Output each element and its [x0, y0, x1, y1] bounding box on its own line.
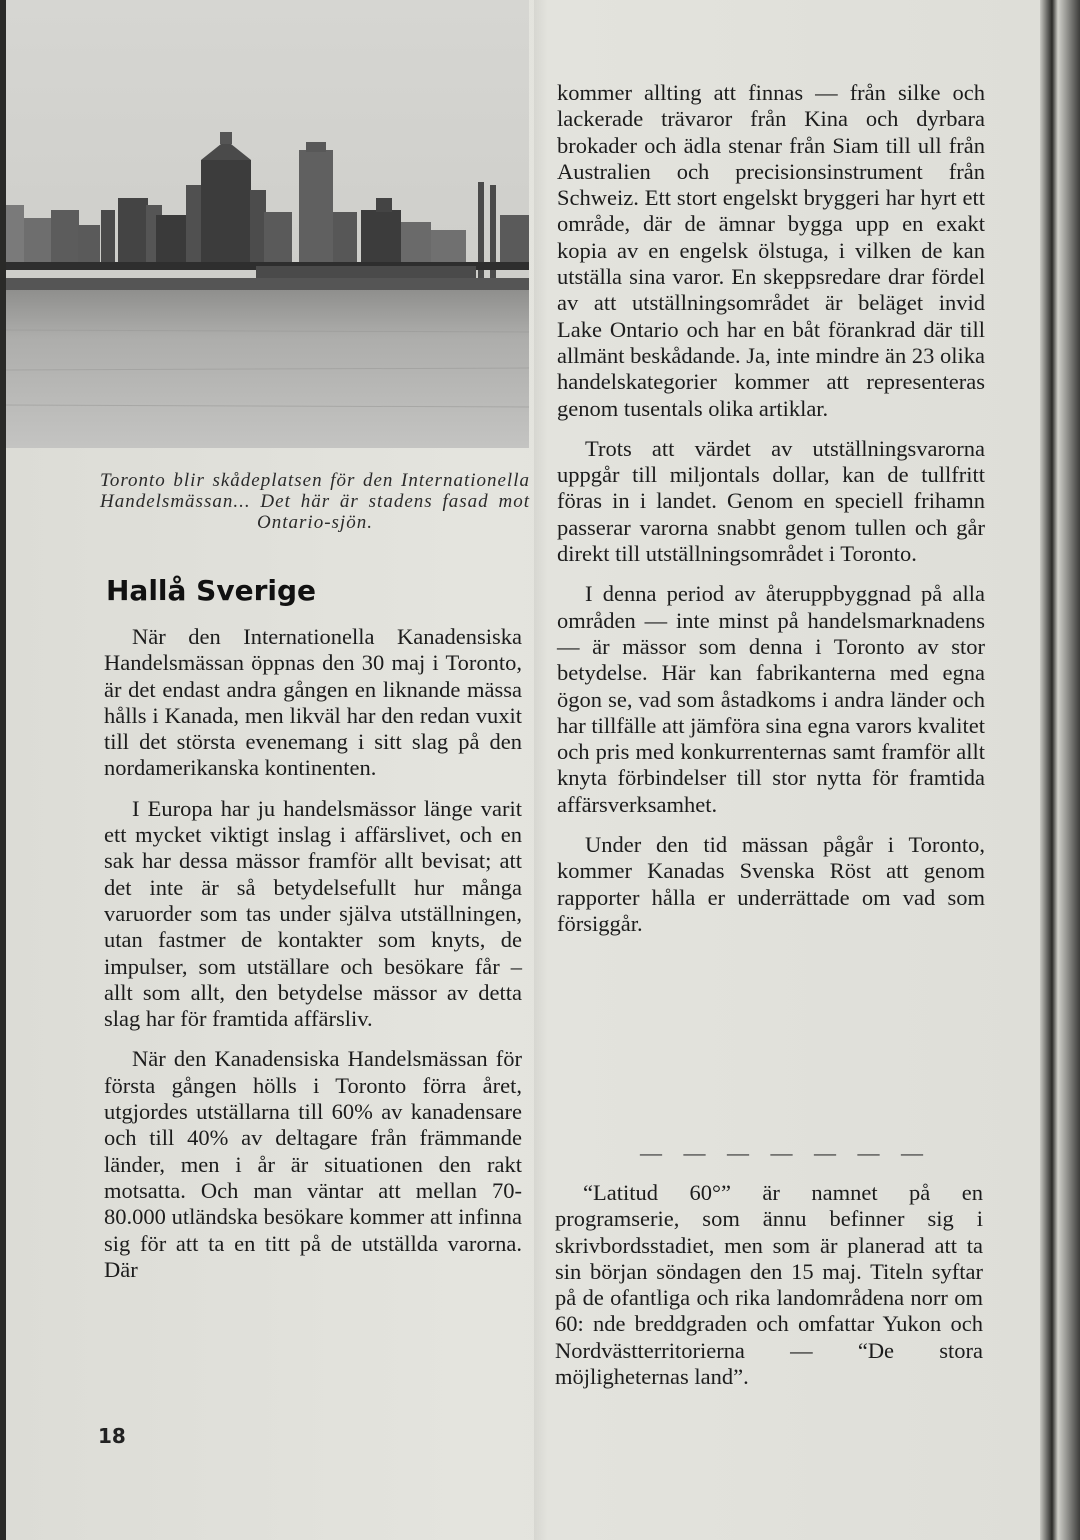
paragraph: Under den tid mässan pågår i Toronto, kommer Kanadas Svenska Röst att genom rapporter hålla er underrättade om vad som försiggår.: [557, 832, 985, 936]
page-right-edge: [1040, 0, 1080, 1540]
section-separator: — — — — — — —: [640, 1140, 931, 1165]
toronto-skyline-photo: [6, 0, 529, 448]
paragraph: När den Kanadensiska Handelsmässan för första gången hölls i Toronto förra året, utgjordes utställarna till 60% av kanadensare och till 40% av deltagare från främmande länder, men i år är situationen den rakt motsatta. Och man väntar att mellan 70-80.000 utländska besökare kommer att infinna sig för att ta en titt på de utställda varorna. Där: [104, 1046, 522, 1282]
closing-section: [555, 1180, 983, 1390]
paragraph: “Latitud 60°” är namnet på en programserie, som ännu befinner sig i skrivbordsstadiet, men som är planerad att ta sin början söndagen den 15 maj. Titeln syftar på de ofantliga och rika landområdena norr om 60: nde breddgraden och omfattar Yukon och Nordvästterritorierna — “De stora möjligheternas land”.: [555, 1180, 983, 1390]
page-number: 18: [98, 1424, 126, 1448]
left-column: [104, 624, 522, 1283]
gutter-shadow: [534, 0, 548, 1540]
paragraph: I denna period av återuppbyggnad på alla områden — inte minst på handelsmarknadens — är mässor som denna i Toronto av stor betydelse. Här kan fabrikanterna med egna ögon se, vad som åstadkoms i andra länder och har tillfälle att jämföra sina egna varors kvalitet och pris med konkurrenternas samt framför allt knyta förbindelser till stor nytta för framtida affärsverksamhet.: [557, 581, 985, 817]
paragraph: kommer allting att finnas — från silke och lackerade trävaror från Kina och dyrbara brokader och ädla stenar från Siam till ull från Australien och precisionsinstrument från Schweiz. Ett stort engelskt bryggeri har hyrt ett område, där de ämnar bygga upp en exakt kopia av en engelsk ölstuga, i vilken de kan utställa sina varor. En skeppsredare drar fördel av att utställningsområdet är beläget invid Lake Ontario och har en båt förankrad där till allmänt beskådande. Ja, inte mindre än 23 olika handelskategorier kommer att representeras genom tusentals olika artiklar.: [557, 80, 985, 421]
article-title: Hallå Sverige: [106, 574, 317, 607]
paragraph: I Europa har ju handelsmässor länge varit ett mycket viktigt inslag i affärslivet, och en sak har dessa mässor framför allt bevisat; att det inte är så betydelsefullt hur många varuorder som tas under själva utställningen, utan fastmer de kontakter som knyts, de impulser, som utställare och besökare får – allt som allt, den betydelse mässor av detta slag har för framtida affärsliv.: [104, 795, 522, 1032]
paragraph: När den Internationella Kanadensiska Handelsmässan öppnas den 30 maj i Toronto, är det endast andra gången en liknande mässa hålls i Kanada, men likväl har den redan vuxit till det största evenemang i sitt slag på den nordamerikanska kontinenten.: [104, 624, 522, 781]
caption-text: Toronto blir skådeplatsen för den Internationella Handelsmässan... Det här är stadens fasad mot Ontario-sjön.: [100, 470, 530, 533]
right-column: [557, 80, 985, 937]
paragraph: Trots att värdet av utställningsvarorna uppgår till miljontals dollar, kan de tullfritt föras in i landet. Genom en speciell frihamn passerar varorna snabbt genom tullen och går direkt till utställningsområdet i Toronto.: [557, 435, 985, 567]
photo-caption: [100, 470, 530, 533]
